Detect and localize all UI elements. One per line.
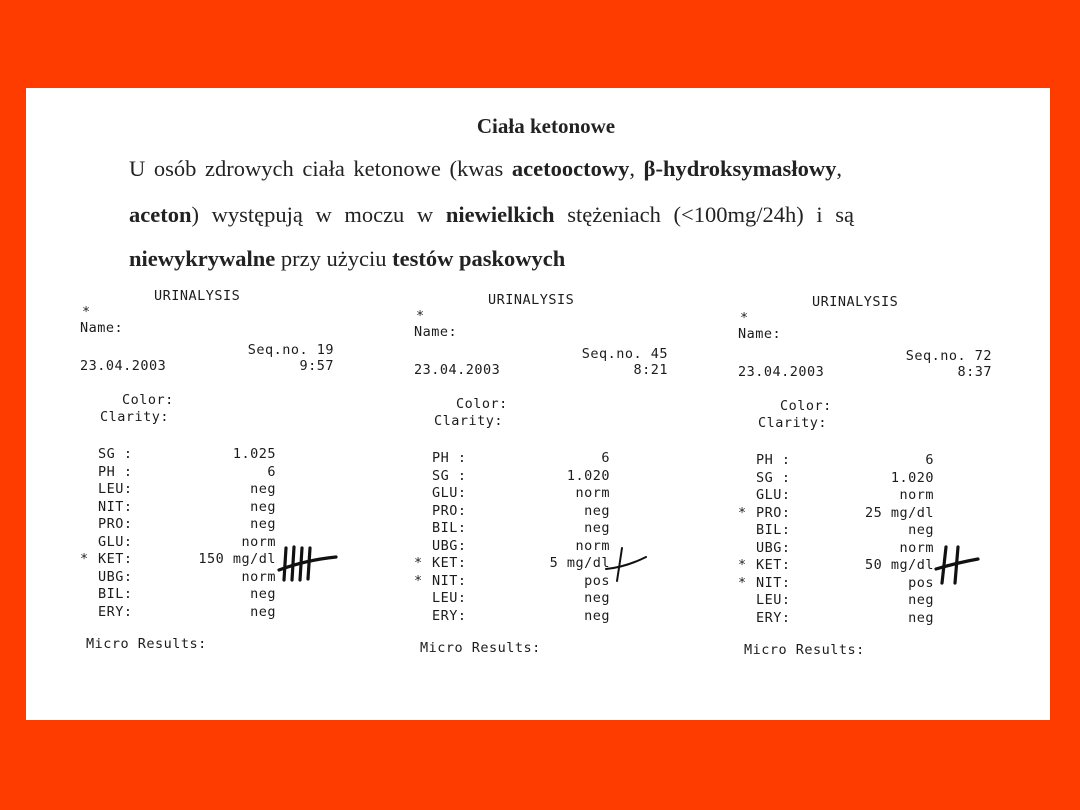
row-label: PH : [432, 450, 467, 466]
result-row [414, 468, 610, 486]
row-value: 150 mg/dl [198, 551, 276, 567]
row-value: neg [908, 609, 934, 626]
row-value: 6 [601, 450, 610, 466]
bold-term: β-hydroksymasłowy [643, 156, 837, 181]
report-star: * [740, 310, 749, 326]
result-row [738, 592, 934, 610]
row-value: 25 mg/dl [864, 504, 934, 521]
result-row [80, 481, 276, 499]
report-name-label: Name: [414, 324, 458, 340]
row-value: neg [908, 592, 934, 608]
slide [26, 88, 1050, 720]
bold-term: acetooctowy [511, 156, 630, 181]
bold-term: niewykrywalne [129, 246, 276, 271]
report-results [80, 446, 276, 621]
row-label: UBG: [98, 568, 133, 585]
result-row [738, 505, 934, 523]
report-name-label: Name: [738, 326, 782, 342]
row-label: PRO: [432, 502, 467, 519]
row-label: BIL: [432, 520, 467, 536]
report-star: * [416, 308, 425, 324]
result-row [414, 450, 610, 468]
tally-one-stroke-icon [604, 545, 650, 585]
row-label: PRO: [756, 504, 791, 521]
row-label: BIL: [756, 522, 791, 538]
text-span: U osób zdrowych ciała ketonowe (kwas [129, 156, 512, 181]
row-value: neg [584, 502, 610, 519]
report-name-label: Name: [80, 320, 124, 336]
row-label: SG : [98, 446, 133, 462]
row-label: KET: [756, 557, 791, 573]
row-value: neg [584, 520, 610, 536]
row-value: 1.020 [890, 469, 934, 486]
row-label: UBG: [756, 539, 791, 556]
tally-four-strokes-icon [276, 542, 340, 586]
row-mark: * [738, 557, 747, 573]
text-span: , [836, 156, 842, 181]
report-micro-results: Micro Results: [86, 636, 207, 652]
result-row [80, 499, 276, 517]
report-results [738, 452, 934, 627]
row-label: ERY: [432, 607, 467, 624]
row-label: PRO: [98, 516, 133, 532]
urinalysis-report-1 [80, 288, 340, 652]
row-value: norm [241, 568, 276, 585]
row-label: SG : [756, 469, 791, 486]
result-row [738, 557, 934, 575]
report-clarity-label: Clarity: [434, 413, 504, 429]
row-label: GLU: [98, 533, 133, 550]
row-label: SG : [432, 467, 467, 484]
result-row [738, 470, 934, 488]
report-time: 8:21 [633, 362, 668, 378]
row-label: KET: [98, 551, 133, 567]
report-title: URINALYSIS [154, 288, 241, 304]
text-span: stężeniach (<100mg/24h) i są [554, 202, 854, 227]
row-value: 50 mg/dl [864, 557, 934, 573]
row-value: neg [250, 586, 276, 602]
report-clarity-label: Clarity: [758, 415, 828, 431]
report-time: 8:37 [957, 364, 992, 380]
report-color-label: Color: [456, 396, 508, 412]
text-span: ) występują w moczu w [191, 202, 446, 227]
row-value: 6 [925, 452, 934, 468]
text-line-1 [129, 156, 969, 182]
report-color-label: Color: [122, 392, 174, 408]
row-label: ERY: [756, 609, 791, 626]
slide-title: Ciała ketonowe [476, 114, 616, 138]
report-time: 9:57 [299, 358, 334, 374]
row-value: 1.020 [566, 467, 610, 484]
result-row [414, 590, 610, 608]
text-line-2 [129, 202, 969, 228]
row-mark: * [738, 504, 747, 521]
report-date: 23.04.2003 [80, 358, 167, 374]
row-label: ERY: [98, 603, 133, 620]
row-value: neg [250, 481, 276, 497]
row-value: norm [575, 485, 610, 501]
row-value: 6 [267, 463, 276, 480]
result-row [414, 503, 610, 521]
row-label: NIT: [432, 572, 467, 589]
text-span: przy użyciu [275, 246, 393, 271]
result-row [738, 487, 934, 505]
row-label: GLU: [432, 485, 467, 501]
row-value: norm [575, 537, 610, 554]
row-value: neg [250, 498, 276, 515]
result-row [414, 555, 610, 573]
result-row [80, 534, 276, 552]
row-label: NIT: [756, 574, 791, 591]
report-star: * [82, 304, 91, 320]
row-label: LEU: [756, 592, 791, 608]
row-mark: * [414, 555, 423, 571]
report-micro-results: Micro Results: [420, 640, 541, 656]
tally-two-strokes-icon [932, 543, 982, 587]
report-date: 23.04.2003 [414, 362, 501, 378]
row-value: neg [908, 522, 934, 538]
report-seq-no: Seq.no. 19 [247, 342, 334, 358]
report-clarity-label: Clarity: [100, 409, 170, 425]
row-label: KET: [432, 555, 467, 571]
row-value: norm [899, 487, 934, 503]
report-title: URINALYSIS [488, 292, 575, 308]
result-row [414, 608, 610, 626]
row-value: pos [584, 572, 610, 589]
row-value: norm [241, 533, 276, 550]
row-value: 1.025 [232, 446, 276, 462]
row-value: neg [250, 603, 276, 620]
row-value: norm [899, 539, 934, 556]
row-value: pos [908, 574, 934, 591]
report-micro-results: Micro Results: [744, 642, 865, 658]
urinalysis-report-2 [414, 292, 674, 656]
result-row [80, 464, 276, 482]
result-row [80, 569, 276, 587]
bold-term: testów paskowych [392, 246, 566, 271]
result-row [738, 575, 934, 593]
result-row [414, 485, 610, 503]
result-row [80, 604, 276, 622]
result-row [738, 540, 934, 558]
row-label: UBG: [432, 537, 467, 554]
result-row [738, 452, 934, 470]
urinalysis-report-3 [738, 294, 998, 658]
row-label: LEU: [432, 590, 467, 606]
report-seq-no: Seq.no. 72 [905, 348, 992, 364]
result-row [414, 538, 610, 556]
bold-term: niewielkich [445, 202, 555, 227]
row-mark: * [414, 572, 423, 589]
result-row [738, 610, 934, 628]
text-line-3 [129, 246, 969, 272]
row-label: BIL: [98, 586, 133, 602]
row-value: neg [584, 590, 610, 606]
result-row [414, 520, 610, 538]
result-row [80, 516, 276, 534]
row-value: neg [584, 607, 610, 624]
report-results [414, 450, 610, 625]
report-date: 23.04.2003 [738, 364, 825, 380]
report-seq-no: Seq.no. 45 [581, 346, 668, 362]
result-row [80, 446, 276, 464]
bold-term: aceton [129, 202, 192, 227]
result-row [414, 573, 610, 591]
row-label: LEU: [98, 481, 133, 497]
report-title: URINALYSIS [812, 294, 899, 310]
row-label: GLU: [756, 487, 791, 503]
result-row [738, 522, 934, 540]
result-row [80, 586, 276, 604]
row-value: 5 mg/dl [549, 555, 610, 571]
report-color-label: Color: [780, 398, 832, 414]
text-span: , [629, 156, 644, 181]
row-mark: * [738, 574, 747, 591]
row-mark: * [80, 551, 89, 567]
result-row [80, 551, 276, 569]
row-label: NIT: [98, 498, 133, 515]
row-label: PH : [756, 452, 791, 468]
row-value: neg [250, 516, 276, 532]
row-label: PH : [98, 463, 133, 480]
